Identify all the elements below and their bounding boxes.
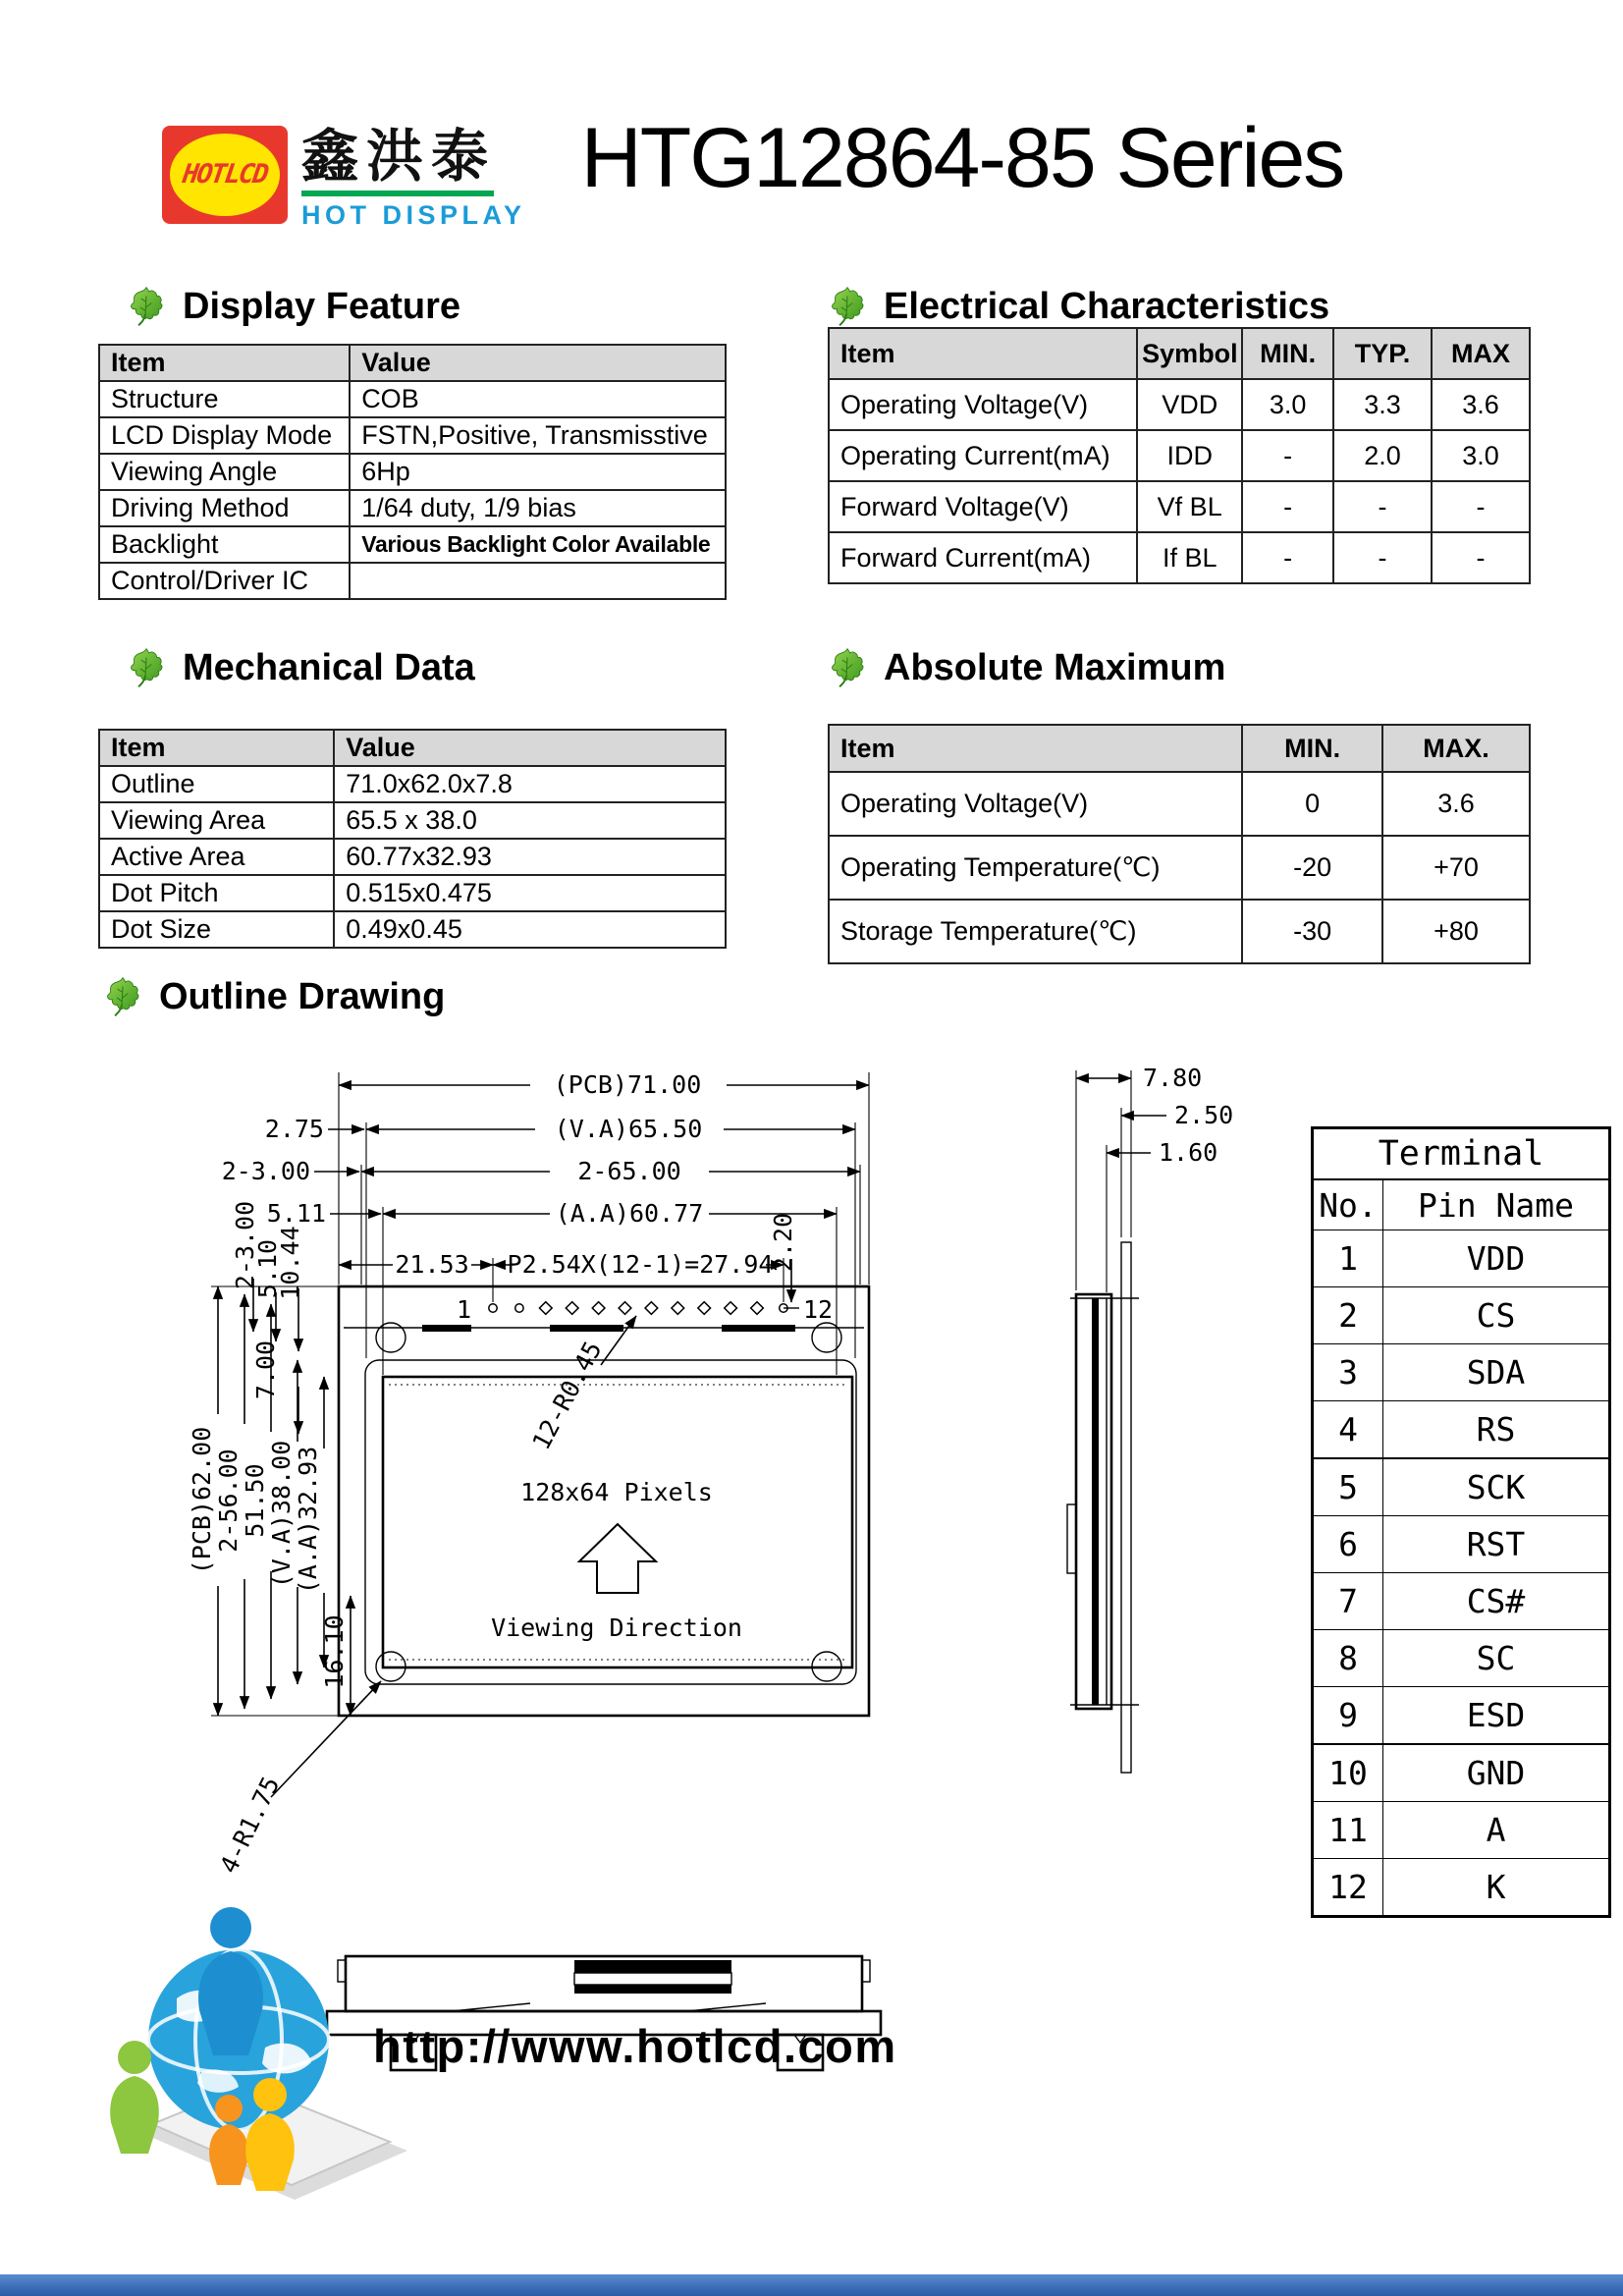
- pin-pad: [489, 1304, 497, 1312]
- dim-pcb-width: (PCB)71.00: [553, 1070, 702, 1099]
- dim-left-700: 7.00: [251, 1339, 280, 1400]
- pin-pad: [725, 1302, 737, 1315]
- leaf-icon: [124, 646, 169, 689]
- table-row: Driving Method 1/64 duty, 1/9 bias: [99, 490, 726, 526]
- page-title: HTG12864-85 Series: [580, 111, 1344, 205]
- terminal-pin-row: 7 CS#: [1313, 1573, 1610, 1630]
- pin-row: [489, 1302, 787, 1315]
- dim-side-250: 2.50: [1174, 1101, 1234, 1129]
- person-orange-icon: [209, 2095, 248, 2185]
- dim-bottom-1610: 16.10: [320, 1614, 349, 1689]
- header-row: Item Value: [99, 730, 726, 766]
- pin-pad: [780, 1304, 787, 1312]
- logo-subtitle: HOT DISPLAY: [301, 199, 526, 230]
- table-row: Backlight Various Backlight Color Available: [99, 526, 726, 563]
- display-feature-table: [98, 344, 727, 600]
- table-row: Viewing Angle 6Hp: [99, 454, 726, 490]
- pin-pad: [539, 1302, 552, 1315]
- table-row: Outline 71.0x62.0x7.8: [99, 766, 726, 802]
- dimension-lines-left: [188, 1201, 381, 1878]
- terminal-title-row: Terminal: [1313, 1128, 1610, 1180]
- dim-va-width: (V.A)65.50: [554, 1115, 703, 1143]
- dim-pin-pitch: P2.54X(12-1)=27.94: [507, 1250, 774, 1279]
- terminal-pin-row: 10 GND: [1313, 1744, 1610, 1802]
- side-view: [1067, 1064, 1233, 1773]
- footer-bar: [0, 2274, 1623, 2296]
- table-row: Structure COB: [99, 381, 726, 417]
- pin-pad: [672, 1302, 684, 1315]
- leaf-icon: [124, 285, 169, 328]
- terminal-pin-row: 1 VDD: [1313, 1230, 1610, 1287]
- terminal-header-row: No. Pin Name: [1313, 1179, 1610, 1230]
- table-row: Forward Current(mA) If BL - - -: [829, 532, 1530, 583]
- footer-url: http://www.hotlcd.com: [373, 2020, 897, 2072]
- leaf-icon: [825, 646, 870, 689]
- terminal-pin-row: 11 A: [1313, 1802, 1610, 1859]
- dim-side-160: 1.60: [1159, 1138, 1218, 1167]
- dim-left-1044: 10.44: [276, 1226, 304, 1300]
- dim-aa-width: (A.A)60.77: [555, 1199, 704, 1228]
- table-row: LCD Display Mode FSTN,Positive, Transmisstive: [99, 417, 726, 454]
- dim-corner-r: 4-R1.75: [214, 1772, 286, 1878]
- dim-pad-220: 2.20: [769, 1212, 797, 1273]
- leaf-icon: [100, 975, 145, 1018]
- dimension-lines-top: [222, 1070, 869, 1454]
- table-row: Operating Voltage(V) VDD 3.0 3.3 3.6: [829, 379, 1530, 430]
- dim-left-510: 5.10: [253, 1238, 282, 1299]
- dim-left-2-300: 2-3.00: [231, 1200, 259, 1290]
- pin-pad: [566, 1302, 578, 1315]
- mechanical-data-table: [98, 729, 727, 949]
- table-row: Forward Voltage(V) Vf BL - - -: [829, 481, 1530, 532]
- table-row: Control/Driver IC: [99, 563, 726, 599]
- table-row: Viewing Area 65.5 x 38.0: [99, 802, 726, 839]
- pin-pad: [619, 1302, 631, 1315]
- dim-pin-offset: 21.53: [395, 1250, 469, 1279]
- logo-underline: [301, 191, 494, 196]
- pin-last-label: 12: [803, 1295, 834, 1324]
- dim-hole-r: 12-R0.45: [526, 1337, 608, 1454]
- terminal-pin-row: 8 SC: [1313, 1630, 1610, 1687]
- table-row: Operating Temperature(℃) -20 +70: [829, 836, 1530, 900]
- dim-offset-511: 5.11: [266, 1199, 326, 1228]
- terminal-pin-row: 6 RST: [1313, 1516, 1610, 1573]
- heading-mechanical-data: Mechanical Data: [124, 646, 475, 689]
- table-row: Operating Voltage(V) 0 3.6: [829, 772, 1530, 836]
- heading-absolute-maximum: Absolute Maximum: [825, 646, 1225, 689]
- heading-outline-drawing: Outline Drawing: [100, 975, 445, 1018]
- viewing-direction-label: Viewing Direction: [491, 1613, 742, 1642]
- dim-height-5150: 51.50: [241, 1463, 269, 1538]
- pin-first-label: 1: [456, 1295, 471, 1324]
- heading-display-feature: Display Feature: [124, 285, 460, 328]
- leaf-icon: [825, 285, 870, 328]
- terminal-pin-row: 9 ESD: [1313, 1687, 1610, 1745]
- header-row: Item MIN. MAX.: [829, 725, 1530, 772]
- logo-mark: [162, 126, 288, 224]
- pixels-label: 128x64 Pixels: [520, 1478, 713, 1506]
- terminal-pin-row: 3 SDA: [1313, 1344, 1610, 1401]
- dim-aa-height: (A.A)32.93: [294, 1446, 322, 1595]
- electrical-characteristics-table: [828, 327, 1531, 584]
- dim-offset-275: 2.75: [264, 1115, 324, 1143]
- person-blue-icon: [198, 1907, 263, 2055]
- dim-offset-2-300: 2-3.00: [221, 1157, 310, 1185]
- pin-pad: [751, 1302, 764, 1315]
- terminal-pin-row: 5 SCK: [1313, 1458, 1610, 1516]
- table-row: Dot Size 0.49x0.45: [99, 911, 726, 948]
- dim-pcb-height: (PCB)62.00: [188, 1426, 216, 1575]
- dim-holes-width: 2-65.00: [577, 1157, 681, 1185]
- logo-chinese-name: 鑫洪泰: [301, 125, 497, 189]
- terminal-pin-table: [1311, 1126, 1611, 1918]
- header-row: Item Value: [99, 345, 726, 381]
- viewing-direction-arrow-icon: [579, 1524, 656, 1593]
- pin-pad: [592, 1302, 605, 1315]
- terminal-pin-row: 2 CS: [1313, 1287, 1610, 1344]
- heading-electrical-characteristics: Electrical Characteristics: [825, 285, 1329, 328]
- table-row: Dot Pitch 0.515x0.475: [99, 875, 726, 911]
- absolute-maximum-table: [828, 724, 1531, 964]
- pin-pad: [698, 1302, 711, 1315]
- dim-va-height: (V.A)38.00: [267, 1440, 296, 1589]
- dim-side-780: 7.80: [1143, 1064, 1203, 1092]
- terminal-pin-row: 12 K: [1313, 1859, 1610, 1917]
- table-row: Storage Temperature(℃) -30 +80: [829, 900, 1530, 963]
- logo-text: HOTLCD: [181, 159, 269, 190]
- table-row: Operating Current(mA) IDD - 2.0 3.0: [829, 430, 1530, 481]
- logo-wordmark: [301, 126, 526, 231]
- pin-pad: [645, 1302, 658, 1315]
- terminal-pin-row: 4 RS: [1313, 1401, 1610, 1459]
- company-logo: [162, 126, 526, 231]
- front-view: [339, 1286, 869, 1716]
- dim-holes-height: 2-56.00: [214, 1449, 243, 1553]
- table-row: Active Area 60.77x32.93: [99, 839, 726, 875]
- pin-pad: [515, 1304, 523, 1312]
- header-row: Item Symbol MIN. TYP. MAX: [829, 328, 1530, 379]
